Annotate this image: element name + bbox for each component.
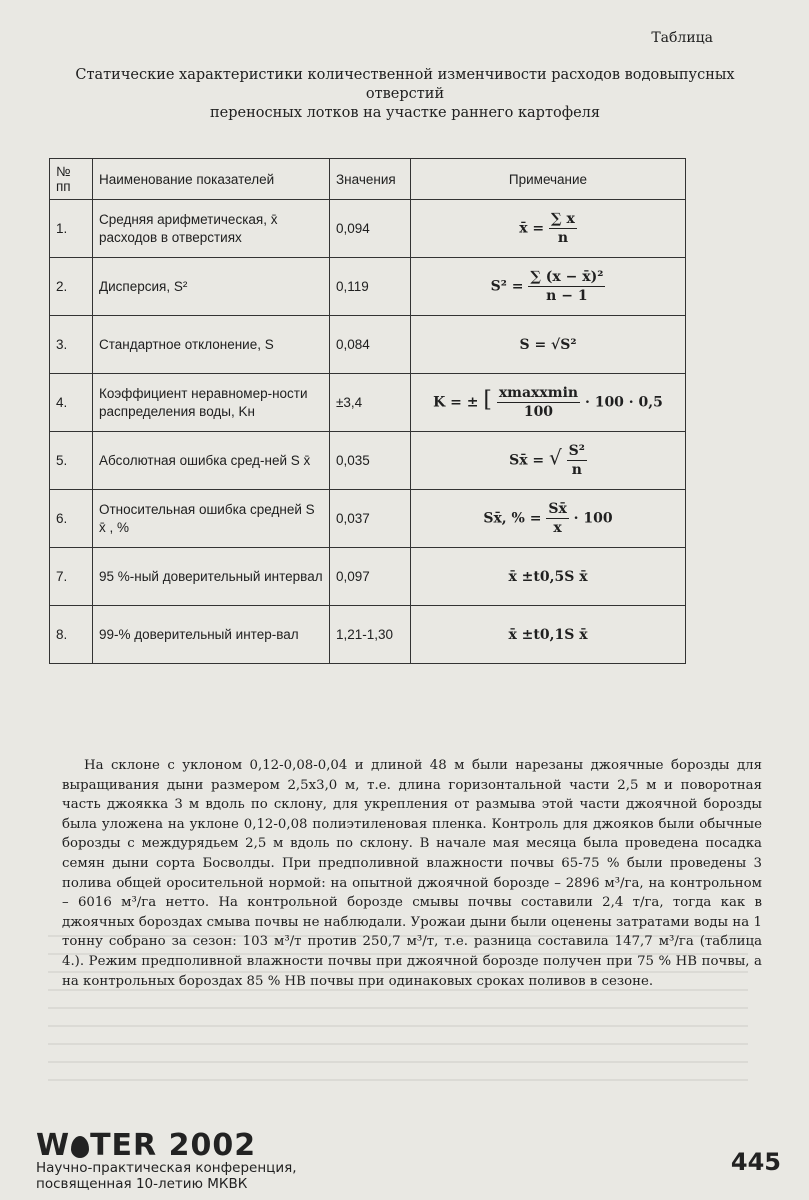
row-num: 1. [50,200,93,258]
conference-line-1: Научно-практическая конференция, [36,1160,297,1176]
row-num: 4. [50,374,93,432]
row-num: 2. [50,258,93,316]
statistics-table [49,158,686,664]
table-row [50,316,686,374]
header-value: Значения [330,159,411,200]
row-value: 0,084 [330,316,411,374]
page-number: 445 [730,1148,781,1176]
header-num: № пп [50,159,93,200]
formula-abs-error: Sx̄ = √ $\frac{\text{S²}}{n}$ [411,432,686,490]
row-num: 6. [50,490,93,548]
water-2002-logo: W TER 2002 [36,1128,257,1163]
row-value: ±3,4 [330,374,411,432]
header-note: Примечание [411,159,686,200]
formula-std: S = √S² [411,316,686,374]
row-name: Дисперсия, S² [93,258,330,316]
row-name: Стандартное отклонение, S [93,316,330,374]
row-name: 99-% доверительный интер-вал [93,606,330,664]
row-name: Абсолютная ошибка сред-ней S x̄ [93,432,330,490]
table-row [50,258,686,316]
row-name: 95 %-ный доверительный интервал [93,548,330,606]
row-num: 7. [50,548,93,606]
table-title [40,66,770,123]
table-row [50,432,686,490]
bleed-through-texture [48,935,748,1095]
row-num: 5. [50,432,93,490]
row-value: 0,097 [330,548,411,606]
row-name: Коэффициент неравномер-ности распределения воды, Kн [93,374,330,432]
formula-mean: x̄ = $\frac{\sum x}{n}$ [411,200,686,258]
row-value: 0,119 [330,258,411,316]
formula-rel-error: Sx̄, % = $\frac{Sx̄}{x}$ · 100 [411,490,686,548]
conference-line-2: посвященная 10-летию МКВК [36,1176,248,1192]
title-line-2: переносных лотков на участке раннего картофеля [209,105,601,121]
row-value: 0,037 [330,490,411,548]
formula-variance: S² = $\frac{\text{∑ (x − x̄)²}}{n - 1}$ [411,258,686,316]
row-num: 8. [50,606,93,664]
row-name: Средняя арифметическая, x̄ расходов в отверстиях [93,200,330,258]
body-paragraph: На склоне с уклоном 0,12-0,08-0,04 и длиной 48 м были нарезаны джоячные борозды для выращивания дыни размером 2,5х3,0 м, т.е. длина горизонтальной части 2,5 м и поворотная часть джоякка 3 м вдоль по склону, для укрепления от размыва этой части джоячной борозды была уложена на уклоне 0,12-0,08 полиэтиленовая пленка. Контроль для джояков были обычные борозды с междурядьем 2,5 м вдоль по склону. В начале мая месяца была проведена посадка семян дыни сорта Босволды. При предполивной влажности почвы 65-75 % были проведены 3 полива общей оросительной нормой: на опытной джоячной борозде – 2896 м³/га, на контрольном – 6016 м³/га нетто. На контрольной борозде смывы почвы составили 2,4 т/га, тогда как в джоячных бороздах смыва почвы не наблюдали. Урожаи дыни были оценены затратами воды на 1 тонну собрано за сезон: 103 м³/т против 250,7 м³/т, т.е. разница составила 147,7 м³/га (таблица 4.). Режим предполивной влажности почвы при джоячной борозде получен при 75 % НВ почвы, а на контрольных бороздах 85 % НВ почвы при одинаковых сроках поливов в сезоне. [62,758,762,989]
row-num: 3. [50,316,93,374]
row-value: 0,094 [330,200,411,258]
table-row [50,490,686,548]
table-row [50,606,686,664]
row-value: 1,21-1,30 [330,606,411,664]
table-row [50,200,686,258]
table-row [50,374,686,432]
formula-ci-99: x̄ ±t0,1S x̄ [411,606,686,664]
row-name: Относительная ошибка средней S x̄ , % [93,490,330,548]
table-header-row [50,159,686,200]
formula-ci-95: x̄ ±t0,5S x̄ [411,548,686,606]
formula-coefficient: K = ± [ $\frac{\text{xmaxxmin}}{100}$ · 100 · 0,5 [411,374,686,432]
row-value: 0,035 [330,432,411,490]
conference-caption [36,1160,297,1192]
title-line-1: Статические характеристики количественной изменчивости расходов водовыпусных отверстий [75,67,735,102]
table-row [50,548,686,606]
header-name: Наименование показателей [93,159,330,200]
table-label: Таблица [651,30,713,46]
water-drop-icon [71,1136,89,1158]
